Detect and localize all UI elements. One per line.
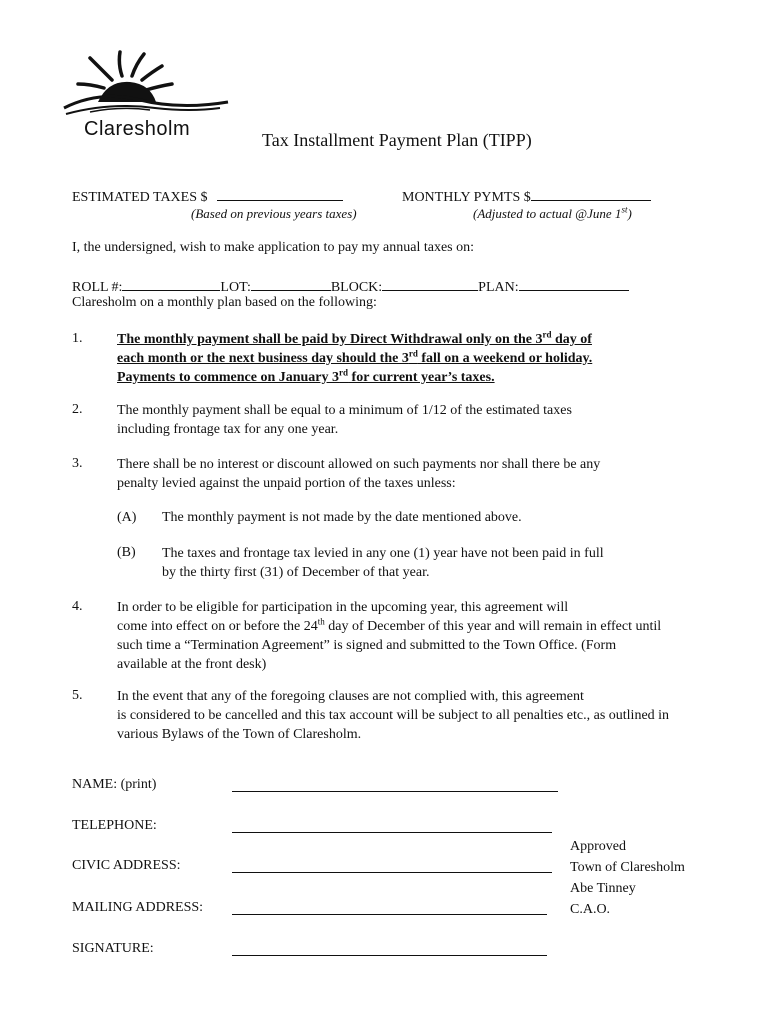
plan-label: PLAN: [478,280,519,295]
approved-block [570,836,685,920]
lot-label: LOT: [220,280,251,295]
signature-blank[interactable] [232,954,547,956]
clause-4-number: 4. [72,599,83,614]
clause-3-text: There shall be no interest or discount allowed on such payments nor shall there be any penalty levied against the unpaid portion of the taxes unless: [117,457,601,491]
intro-text: I, the undersigned, wish to make application to pay my annual taxes on: [72,240,475,255]
logo-name: Claresholm [84,118,191,140]
clause-3-a-text: The monthly payment is not made by the date mentioned above. [162,510,522,525]
monthly-pymts-label: MONTHLY PYMTS $ [402,190,531,205]
roll-label: ROLL #: [72,280,123,295]
estimated-taxes-blank[interactable] [217,187,343,201]
monthly-pymts-row [402,187,651,206]
clause-5-text: In the event that any of the foregoing clauses are not complied with, this agreement is considered to be cancelled and this tax account will be subject to all penalties etc., as outlined in various Bylaws of the Town of Claresholm. [117,689,670,742]
estimated-taxes-label: ESTIMATED TAXES $ [72,190,208,205]
block-blank[interactable] [382,277,478,291]
estimated-taxes-row [72,187,343,206]
clause-4-text: In order to be eligible for participation in the upcoming year, this agreement will come into effect on or before the 24th day of December of this year and will remain in effect until such time a “Termination Agreement” is signed and submitted to the Town Office. (Form available at the front desk) [117,600,662,672]
clause-1-number: 1. [72,331,83,346]
civic-address-label: CIVIC ADDRESS: [72,858,181,873]
clause-1-text: The monthly payment shall be paid by Direct Withdrawal only on the 3rd day of each month or the next business day should the 3rd fall on a weekend or holiday. Payments to commence on January 3rd for current year’s taxes. [117,329,593,385]
monthly-pymts-note [473,206,632,222]
signature-label: SIGNATURE: [72,941,154,956]
clause-3-number: 3. [72,456,83,471]
roll-after-text: Claresholm on a monthly plan based on the following: [72,295,377,310]
clause-3-a-label: (A) [117,510,137,525]
clause-2-number: 2. [72,402,83,417]
monthly-note-pre: (Adjusted to actual @June 1 [473,206,622,221]
monthly-pymts-blank[interactable] [531,187,651,201]
clause-5-number: 5. [72,688,83,703]
roll-row [72,277,629,296]
telephone-label: TELEPHONE: [72,818,157,833]
name-label: NAME: (print) [72,777,157,792]
approved-line-3: Abe Tinney [570,881,636,896]
lot-blank[interactable] [251,277,331,291]
approved-line-4: C.A.O. [570,902,611,917]
clause-3-b-text: The taxes and frontage tax levied in any one (1) year have not been paid in full by the thirty first (31) of December of that year. [162,546,604,580]
approved-line-1: Approved [570,839,626,854]
block-label: BLOCK: [330,280,383,295]
clause-2-text: The monthly payment shall be equal to a minimum of 1/12 of the estimated taxes including frontage tax for any one year. [117,403,572,437]
monthly-note-sup: st [621,204,628,215]
clause-3-b-label: (B) [117,545,136,560]
civic-address-blank[interactable] [232,871,552,873]
plan-blank[interactable] [519,277,629,291]
telephone-blank[interactable] [232,831,552,833]
page-title: Tax Installment Payment Plan (TIPP) [262,130,532,150]
estimated-taxes-note: (Based on previous years taxes) [191,206,357,221]
roll-blank[interactable] [122,277,220,291]
monthly-note-post: ) [627,206,632,221]
mailing-address-blank[interactable] [232,913,547,915]
approved-line-2: Town of Claresholm [570,860,685,875]
name-blank[interactable] [232,790,558,792]
mailing-address-label: MAILING ADDRESS: [72,900,204,915]
